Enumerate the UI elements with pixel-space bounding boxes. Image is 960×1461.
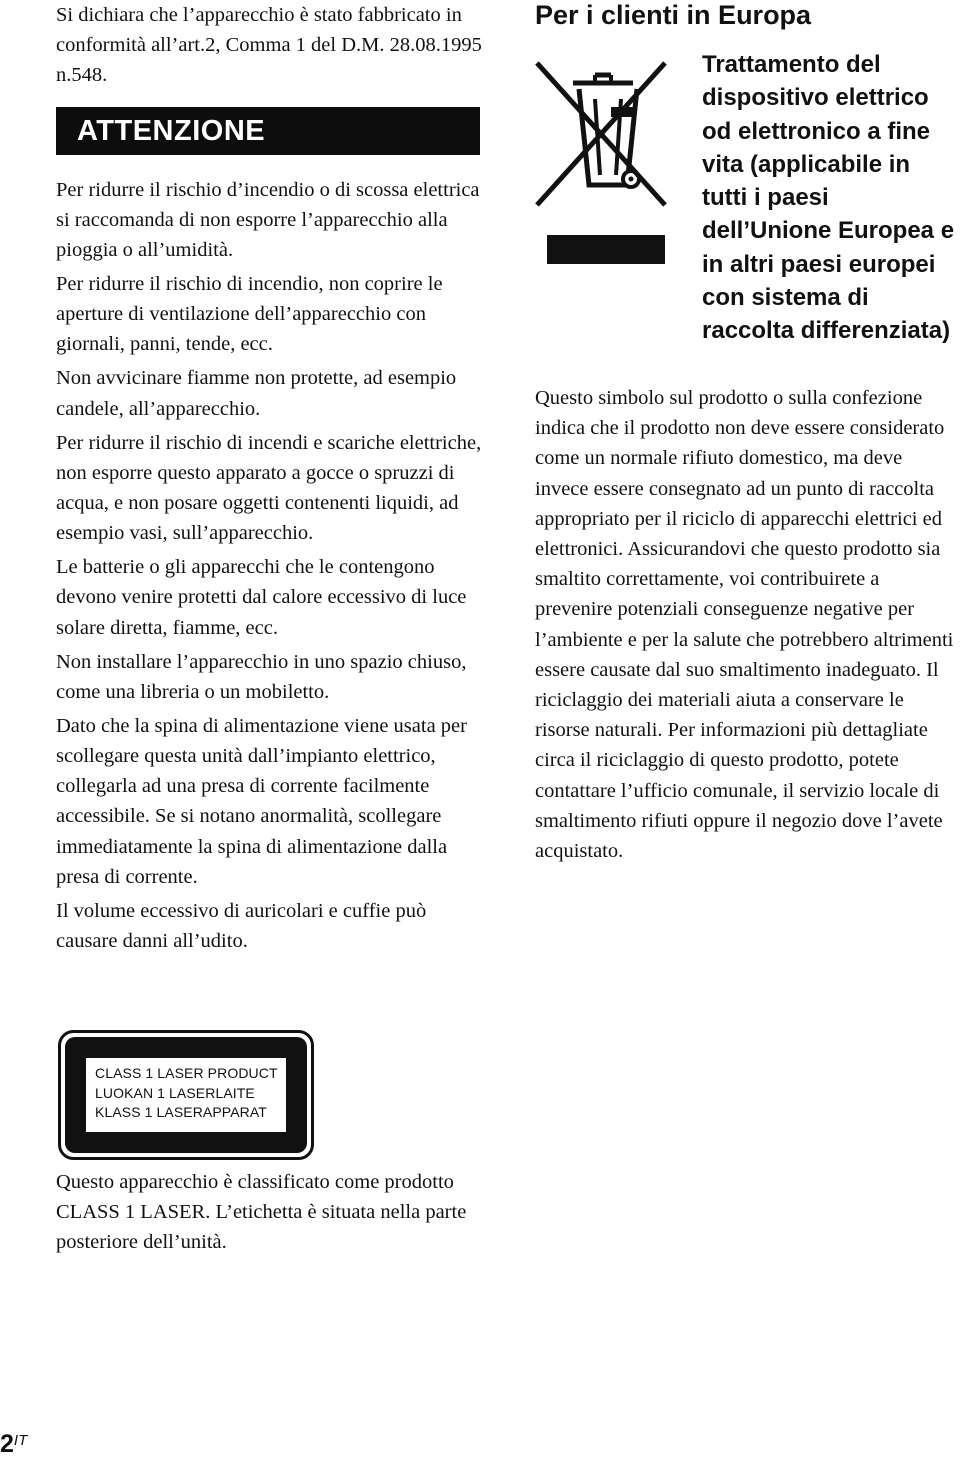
laser-label-line: KLASS 1 LASERAPPARAT	[95, 1104, 267, 1120]
conformity-statement: Si dichiara che l’apparecchio è stato fabbricato in conformità all’art.2, Comma 1 del D.M. 28.08.1995 n.548.	[56, 4, 482, 87]
language-code: IT	[13, 1432, 28, 1449]
laser-label-text	[95, 1064, 295, 1123]
warning-paragraph: Dato che la spina di alimentazione viene usata per scollegare questa unità dall’impianto elettrico, collegarla ad una presa di corrente facilmente accessibile. Se si notano anormalità, scollegare immediatamente la spina di alimentazione dalla presa di corrente.	[56, 714, 467, 888]
warning-paragraph: Non avvicinare fiamme non protette, ad esempio candele, all’apparecchio.	[56, 367, 457, 420]
warning-paragraph: Per ridurre il rischio d’incendio o di scossa elettrica si raccomanda di non esporre l’apparecchio alla pioggia o all’umidità.	[56, 178, 480, 262]
warning-paragraph: Non installare l’apparecchio in uno spazio chiuso, come una libreria o un mobiletto.	[56, 650, 467, 703]
left-column	[56, 0, 484, 960]
warning-paragraph: Per ridurre il rischio di incendio, non coprire le aperture di ventilazione dell’apparecchio con giornali, panni, tende, ecc.	[56, 273, 443, 356]
page-number	[0, 1430, 27, 1459]
weee-heading: Trattamento del dispositivo elettrico od elettronico a fine vita (applicabile in tutti i paesi dell’Unione Europea e in altri paesi europei con sistema di raccolta differenziata)	[702, 51, 955, 345]
laser-label-line: LUOKAN 1 LASERLAITE	[95, 1084, 255, 1101]
warning-title-bar	[56, 107, 480, 155]
page-number-value: 2	[0, 1430, 14, 1458]
weee-description: Questo simbolo sul prodotto o sulla confezione indica che il prodotto non deve essere considerato come un normale rifiuto domestico, ma deve invece essere consegnato ad un punto di raccolta appropriato per il riciclo di apparecchi elettrici ed elettronici. Assicurandovi che questo prodotto sia smaltito correttamente, voi contribuirete a prevenire potenziali conseguenze negative per l’ambiente e per la salute che potrebbero altrimenti essere causate dal suo smaltimento inadeguato. Il riciclaggio dei materiali aiuta a conservare le risorse naturali. Per informazioni più dettagliate circa il riciclaggio di questo prodotto, potete contattare l’ufficio comunale, il servizio locale di smaltimento rifiuti oppure il negozio dove l’avete acquistato.	[535, 387, 954, 863]
laser-description: Questo apparecchio è classificato come prodotto CLASS 1 LASER. L’etichetta è situata nella parte posteriore dell’unità.	[56, 1171, 467, 1254]
warning-paragraph: Per ridurre il rischio di incendi e scariche elettriche, non esporre questo apparato a gocce o spruzzi di acqua, e non posare oggetti contenenti liquidi, ad esempio vasi, sull’apparecchio.	[56, 431, 482, 545]
warning-paragraph: Le batterie o gli apparecchi che le contengono devono venire protetti dal calore eccessivo di luce solare diretta, fiamme, ecc.	[56, 556, 467, 639]
warning-paragraph: Il volume eccessivo di auricolari e cuffie può causare danni all’udito.	[56, 899, 427, 953]
warning-title: ATTENZIONE	[77, 114, 266, 147]
section-title: Per i clienti in Europa	[535, 0, 812, 30]
laser-label-line: CLASS 1 LASER PRODUCT	[95, 1065, 278, 1081]
crossed-out-wheelie-bin-icon	[535, 55, 675, 265]
